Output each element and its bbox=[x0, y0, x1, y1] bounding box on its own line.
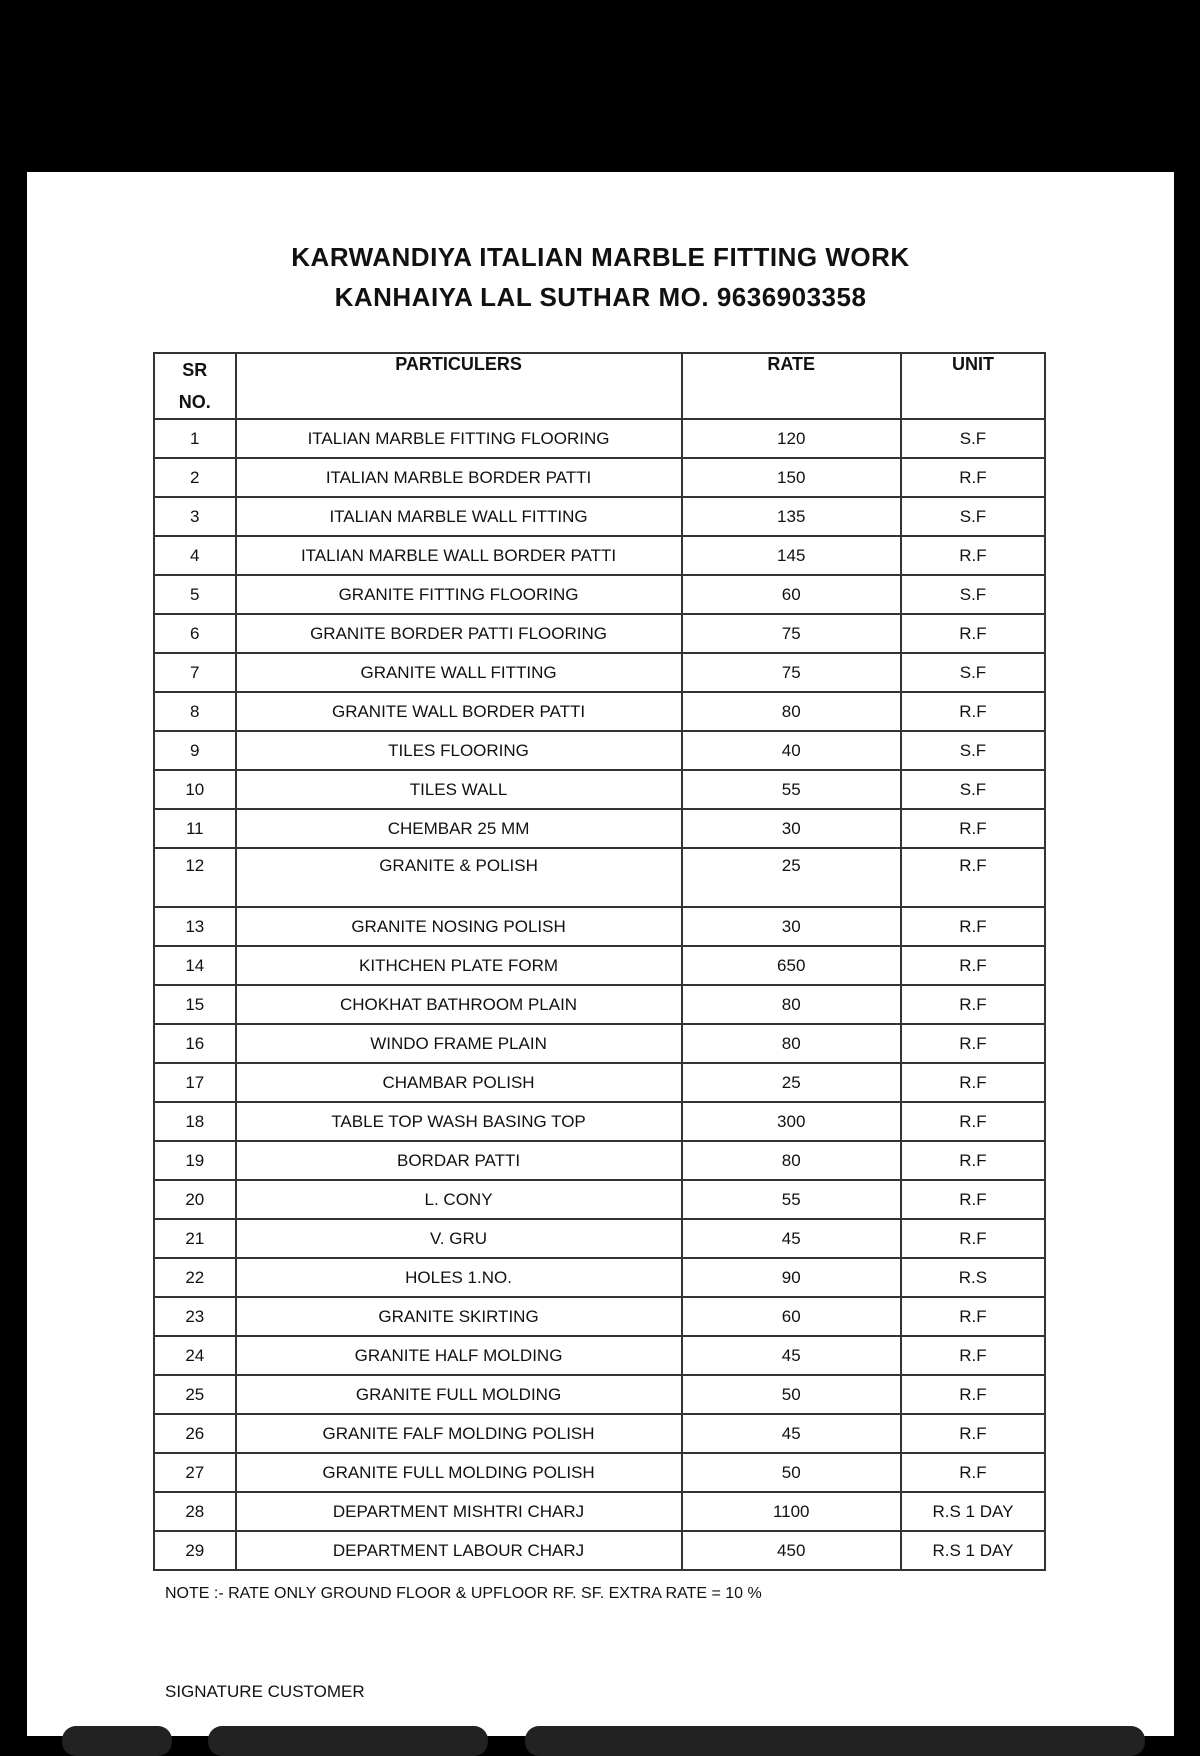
cell-unit: R.S bbox=[901, 1258, 1045, 1297]
column-header-sr-line2: NO. bbox=[178, 392, 211, 412]
cell-rate: 55 bbox=[682, 1180, 901, 1219]
cell-unit: S.F bbox=[901, 497, 1045, 536]
cell-rate: 80 bbox=[682, 1024, 901, 1063]
cell-rate: 55 bbox=[682, 770, 901, 809]
table-row bbox=[154, 1024, 1045, 1063]
table-row bbox=[154, 809, 1045, 848]
cell-sr: 25 bbox=[154, 1375, 236, 1414]
cell-rate: 25 bbox=[682, 848, 901, 907]
cell-sr: 24 bbox=[154, 1336, 236, 1375]
cell-unit: R.F bbox=[901, 1102, 1045, 1141]
cell-particular: GRANITE & POLISH bbox=[236, 848, 682, 907]
cell-particular: CHOKHAT BATHROOM PLAIN bbox=[236, 985, 682, 1024]
document-page bbox=[27, 172, 1174, 1736]
column-header-unit: UNIT bbox=[901, 353, 1045, 419]
cell-unit: R.F bbox=[901, 692, 1045, 731]
column-header-particulars: PARTICULERS bbox=[236, 353, 682, 419]
cell-rate: 50 bbox=[682, 1453, 901, 1492]
table-row bbox=[154, 419, 1045, 458]
cell-particular: ITALIAN MARBLE WALL BORDER PATTI bbox=[236, 536, 682, 575]
cell-unit: R.F bbox=[901, 946, 1045, 985]
cell-unit: R.F bbox=[901, 1063, 1045, 1102]
cell-unit: R.F bbox=[901, 614, 1045, 653]
cell-unit: R.F bbox=[901, 809, 1045, 848]
cell-sr: 18 bbox=[154, 1102, 236, 1141]
cell-sr: 1 bbox=[154, 419, 236, 458]
cell-particular: HOLES 1.NO. bbox=[236, 1258, 682, 1297]
table-row bbox=[154, 1414, 1045, 1453]
cell-unit: R.S 1 DAY bbox=[901, 1531, 1045, 1570]
cell-sr: 27 bbox=[154, 1453, 236, 1492]
cell-unit: R.F bbox=[901, 1375, 1045, 1414]
cell-sr: 20 bbox=[154, 1180, 236, 1219]
cell-particular: BORDAR PATTI bbox=[236, 1141, 682, 1180]
rate-note: NOTE :- RATE ONLY GROUND FLOOR & UPFLOOR RF. SF. EXTRA RATE = 10 % bbox=[165, 1585, 762, 1602]
table-row bbox=[154, 1102, 1045, 1141]
cell-sr: 26 bbox=[154, 1414, 236, 1453]
cell-particular: GRANITE FULL MOLDING POLISH bbox=[236, 1453, 682, 1492]
table-row bbox=[154, 1453, 1045, 1492]
cell-rate: 80 bbox=[682, 692, 901, 731]
cell-sr: 28 bbox=[154, 1492, 236, 1531]
cell-rate: 1100 bbox=[682, 1492, 901, 1531]
cell-sr: 17 bbox=[154, 1063, 236, 1102]
table-row bbox=[154, 907, 1045, 946]
cell-rate: 60 bbox=[682, 575, 901, 614]
column-header-sr-line1: SR bbox=[182, 360, 208, 380]
cell-unit: R.F bbox=[901, 1219, 1045, 1258]
table-row bbox=[154, 1141, 1045, 1180]
table-row bbox=[154, 575, 1045, 614]
cell-particular: ITALIAN MARBLE BORDER PATTI bbox=[236, 458, 682, 497]
cell-rate: 60 bbox=[682, 1297, 901, 1336]
table-row bbox=[154, 692, 1045, 731]
cell-unit: R.F bbox=[901, 1297, 1045, 1336]
cell-particular: GRANITE FULL MOLDING bbox=[236, 1375, 682, 1414]
cell-sr: 22 bbox=[154, 1258, 236, 1297]
cell-unit: S.F bbox=[901, 575, 1045, 614]
cell-unit: R.F bbox=[901, 536, 1045, 575]
cell-sr: 29 bbox=[154, 1531, 236, 1570]
cell-particular: V. GRU bbox=[236, 1219, 682, 1258]
bottom-bar-shape bbox=[525, 1726, 1145, 1756]
cell-particular: TILES FLOORING bbox=[236, 731, 682, 770]
cell-sr: 15 bbox=[154, 985, 236, 1024]
cell-rate: 50 bbox=[682, 1375, 901, 1414]
cell-rate: 450 bbox=[682, 1531, 901, 1570]
cell-sr: 14 bbox=[154, 946, 236, 985]
cell-particular: GRANITE FALF MOLDING POLISH bbox=[236, 1414, 682, 1453]
table-row bbox=[154, 946, 1045, 985]
bottom-bar-shape bbox=[208, 1726, 488, 1756]
cell-rate: 135 bbox=[682, 497, 901, 536]
document-subtitle: KANHAIYA LAL SUTHAR MO. 9636903358 bbox=[334, 282, 867, 312]
cell-unit: R.F bbox=[901, 1141, 1045, 1180]
cell-unit: R.F bbox=[901, 1024, 1045, 1063]
cell-sr: 19 bbox=[154, 1141, 236, 1180]
cell-rate: 25 bbox=[682, 1063, 901, 1102]
cell-particular: DEPARTMENT MISHTRI CHARJ bbox=[236, 1492, 682, 1531]
cell-particular: GRANITE FITTING FLOORING bbox=[236, 575, 682, 614]
cell-rate: 150 bbox=[682, 458, 901, 497]
cell-particular: WINDO FRAME PLAIN bbox=[236, 1024, 682, 1063]
cell-unit: S.F bbox=[901, 770, 1045, 809]
cell-particular: GRANITE HALF MOLDING bbox=[236, 1336, 682, 1375]
cell-rate: 80 bbox=[682, 985, 901, 1024]
table-header-row bbox=[154, 353, 1045, 419]
cell-sr: 10 bbox=[154, 770, 236, 809]
cell-sr: 13 bbox=[154, 907, 236, 946]
cell-rate: 90 bbox=[682, 1258, 901, 1297]
bottom-bar-shape bbox=[62, 1726, 172, 1756]
signature-label: SIGNATURE CUSTOMER bbox=[165, 1682, 365, 1701]
cell-sr: 3 bbox=[154, 497, 236, 536]
cell-unit: S.F bbox=[901, 653, 1045, 692]
cell-particular: GRANITE BORDER PATTI FLOORING bbox=[236, 614, 682, 653]
cell-particular: CHAMBAR POLISH bbox=[236, 1063, 682, 1102]
cell-sr: 12 bbox=[154, 848, 236, 907]
cell-particular: KITHCHEN PLATE FORM bbox=[236, 946, 682, 985]
cell-rate: 145 bbox=[682, 536, 901, 575]
cell-rate: 45 bbox=[682, 1414, 901, 1453]
cell-particular: GRANITE SKIRTING bbox=[236, 1297, 682, 1336]
cell-rate: 30 bbox=[682, 809, 901, 848]
cell-unit: R.S 1 DAY bbox=[901, 1492, 1045, 1531]
cell-sr: 9 bbox=[154, 731, 236, 770]
rate-table bbox=[153, 352, 1046, 1571]
cell-unit: S.F bbox=[901, 731, 1045, 770]
cell-unit: R.F bbox=[901, 985, 1045, 1024]
table-row bbox=[154, 985, 1045, 1024]
cell-particular: GRANITE NOSING POLISH bbox=[236, 907, 682, 946]
table-row bbox=[154, 1492, 1045, 1531]
table-row bbox=[154, 614, 1045, 653]
cell-particular: CHEMBAR 25 MM bbox=[236, 809, 682, 848]
cell-unit: R.F bbox=[901, 458, 1045, 497]
table-row bbox=[154, 1336, 1045, 1375]
table-row bbox=[154, 848, 1045, 907]
cell-sr: 8 bbox=[154, 692, 236, 731]
table-row bbox=[154, 1180, 1045, 1219]
cell-unit: R.F bbox=[901, 1414, 1045, 1453]
cell-sr: 21 bbox=[154, 1219, 236, 1258]
cell-particular: TABLE TOP WASH BASING TOP bbox=[236, 1102, 682, 1141]
cell-sr: 7 bbox=[154, 653, 236, 692]
cell-sr: 11 bbox=[154, 809, 236, 848]
table-row bbox=[154, 1219, 1045, 1258]
cell-rate: 75 bbox=[682, 614, 901, 653]
table-row bbox=[154, 497, 1045, 536]
cell-unit: R.F bbox=[901, 848, 1045, 907]
cell-rate: 75 bbox=[682, 653, 901, 692]
cell-particular: GRANITE WALL BORDER PATTI bbox=[236, 692, 682, 731]
cell-rate: 45 bbox=[682, 1336, 901, 1375]
table-row bbox=[154, 1297, 1045, 1336]
cell-particular: L. CONY bbox=[236, 1180, 682, 1219]
cell-particular: TILES WALL bbox=[236, 770, 682, 809]
cell-unit: R.F bbox=[901, 1453, 1045, 1492]
column-header-sr bbox=[154, 353, 236, 419]
cell-sr: 4 bbox=[154, 536, 236, 575]
cell-sr: 6 bbox=[154, 614, 236, 653]
cell-unit: R.F bbox=[901, 1336, 1045, 1375]
document-title: KARWANDIYA ITALIAN MARBLE FITTING WORK bbox=[291, 242, 910, 272]
table-row bbox=[154, 1063, 1045, 1102]
table-row bbox=[154, 770, 1045, 809]
table-row bbox=[154, 1375, 1045, 1414]
cell-rate: 300 bbox=[682, 1102, 901, 1141]
cell-sr: 2 bbox=[154, 458, 236, 497]
cell-rate: 80 bbox=[682, 1141, 901, 1180]
cell-unit: S.F bbox=[901, 419, 1045, 458]
table-row bbox=[154, 1258, 1045, 1297]
cell-rate: 650 bbox=[682, 946, 901, 985]
cell-particular: GRANITE WALL FITTING bbox=[236, 653, 682, 692]
table-row bbox=[154, 1531, 1045, 1570]
cell-particular: ITALIAN MARBLE FITTING FLOORING bbox=[236, 419, 682, 458]
cell-sr: 16 bbox=[154, 1024, 236, 1063]
column-header-rate: RATE bbox=[682, 353, 901, 419]
cell-particular: ITALIAN MARBLE WALL FITTING bbox=[236, 497, 682, 536]
cell-rate: 40 bbox=[682, 731, 901, 770]
table-row bbox=[154, 458, 1045, 497]
table-row bbox=[154, 731, 1045, 770]
cell-sr: 23 bbox=[154, 1297, 236, 1336]
cell-rate: 30 bbox=[682, 907, 901, 946]
cell-unit: R.F bbox=[901, 907, 1045, 946]
table-row bbox=[154, 653, 1045, 692]
table-row bbox=[154, 536, 1045, 575]
cell-unit: R.F bbox=[901, 1180, 1045, 1219]
cell-rate: 120 bbox=[682, 419, 901, 458]
cell-rate: 45 bbox=[682, 1219, 901, 1258]
cell-sr: 5 bbox=[154, 575, 236, 614]
cell-particular: DEPARTMENT LABOUR CHARJ bbox=[236, 1531, 682, 1570]
